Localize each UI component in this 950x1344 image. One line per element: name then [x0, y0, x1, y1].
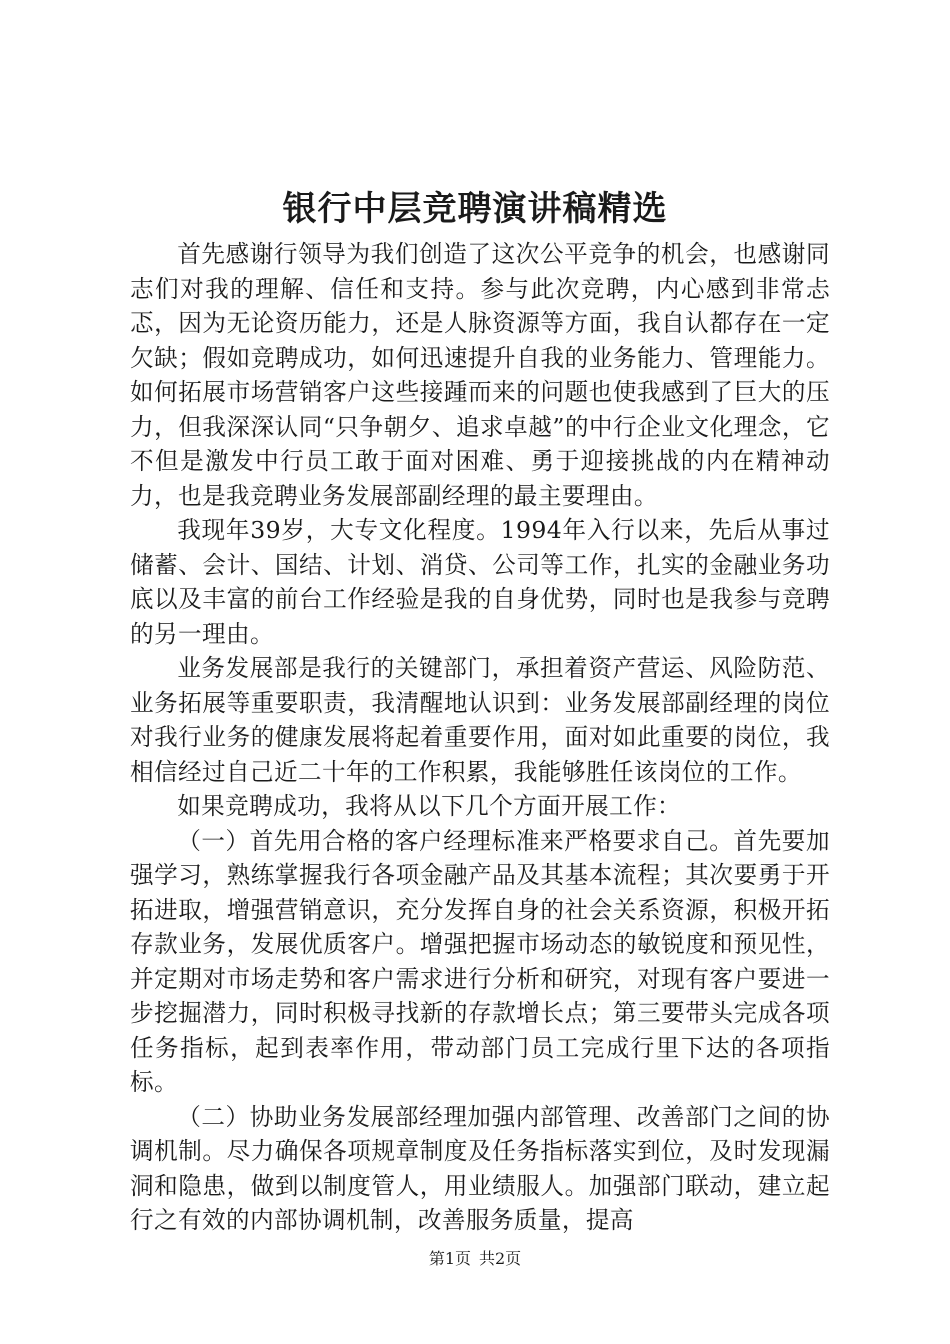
paragraph-plan-two: （二）协助业务发展部经理加强内部管理、改善部门之间的协调机制。尽力确保各项规章制度及任务指标落实到位，及时发现漏洞和隐患，做到以制度管人，用业绩服人。加强部门联动，建立起行之有效的内部协调机制，改善服务质量，提高: [130, 1102, 830, 1234]
page-footer: [0, 1248, 950, 1270]
paragraph-department: 业务发展部是我行的关键部门，承担着资产营运、风险防范、业务拓展等重要职责，我清醒地认识到：业务发展部副经理的岗位对我行业务的健康发展将起着重要作用，面对如此重要的岗位，我相信经过自己近二十年的工作积累，我能够胜任该岗位的工作。: [130, 654, 830, 786]
paragraph-plan-one: （一）首先用合格的客户经理标准来严格要求自己。首先要加强学习，熟练掌握我行各项金融产品及其基本流程；其次要勇于开拓进取，增强营销意识，充分发挥自身的社会关系资源，积极开拓存款业务，发展优质客户。增强把握市场动态的敏锐度和预见性，并定期对市场走势和客户需求进行分析和研究，对现有客户要进一步挖掘潜力，同时积极寻找新的存款增长点；第三要带头完成各项任务指标，起到表率作用，带动部门员工完成行里下达的各项指标。: [130, 826, 830, 1096]
document-body: [130, 237, 830, 1238]
paragraph-intro: 首先感谢行领导为我们创造了这次公平竞争的机会，也感谢同志们对我的理解、信任和支持。参与此次竞聘，内心感到非常忐忑，因为无论资历能力，还是人脉资源等方面，我自认都存在一定欠缺；假如竞聘成功，如何迅速提升自我的业务能力、管理能力。如何拓展市场营销客户这些接踵而来的问题也使我感到了巨大的压力，但我深深认同“只争朝夕、追求卓越”的中行企业文化理念，它不但是激发中行员工敢于面对困难、勇于迎接挑战的内在精神动力，也是我竞聘业务发展部副经理的最主要理由。: [130, 240, 830, 510]
document-title: 银行中层竞聘演讲稿精选: [282, 189, 668, 229]
page-total: 共2页: [479, 1249, 522, 1268]
page-number: 第1页: [428, 1249, 471, 1268]
paragraph-plan-intro: 如果竞聘成功，我将从以下几个方面开展工作：: [177, 792, 682, 820]
paragraph-background: 我现年39岁，大专文化程度。1994年入行以来，先后从事过储蓄、会计、国结、计划、消贷、公司等工作，扎实的金融业务功底以及丰富的前台工作经验是我的自身优势，同时也是我参与竞聘的另一理由。: [130, 516, 830, 648]
